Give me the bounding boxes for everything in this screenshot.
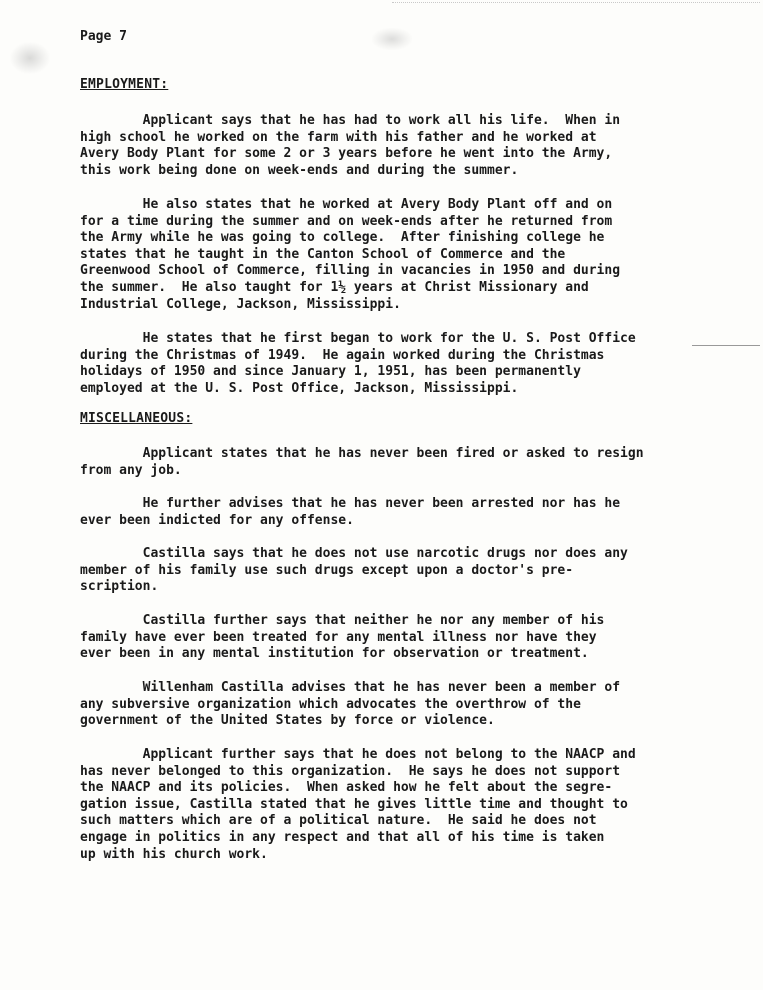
miscellaneous-paragraph-4: Castilla further says that neither he nor any member of his family have ever been treated for any mental illness nor have they ever been in any mental institution for observation or treatment.: [80, 613, 605, 662]
miscellaneous-heading: MISCELLANEOUS:: [80, 411, 193, 426]
employment-paragraph-2: He also states that he worked at Avery Body Plant off and on for a time during the summer and on week-ends after he returned from the Army while he was going to college. After finishing college he states that he taught in the Canton School of Commerce and the Greenwood School of Commerce, filling in vacancies in 1950 and during the summer. He also taught for 1½ years at Christ Missionary and Industrial College, Jackson, Mississippi.: [80, 197, 621, 312]
employment-heading: EMPLOYMENT:: [80, 77, 169, 92]
miscellaneous-paragraph-2: He further advises that he has never been arrested nor has he ever been indicted for any offense.: [80, 496, 621, 528]
margin-smudge: [10, 42, 50, 74]
miscellaneous-paragraph-1: Applicant states that he has never been fired or asked to resign from any job.: [80, 446, 644, 478]
employment-paragraph-1: Applicant says that he has had to work all his life. When in high school he worked on the farm with his father and he worked at Avery Body Plant for some 2 or 3 years before he went into the Army, this work being done on week-ends and during the summer.: [80, 113, 621, 178]
miscellaneous-paragraph-5: Willenham Castilla advises that he has never been a member of any subversive organization which advocates the overthrow of the government of the United States by force or violence.: [80, 680, 621, 729]
stray-rule-line: [692, 345, 760, 346]
miscellaneous-paragraph-3: Castilla says that he does not use narcotic drugs nor does any member of his family use such drugs except upon a doctor's pre- scription.: [80, 546, 628, 595]
miscellaneous-paragraph-6: Applicant further says that he does not belong to the NAACP and has never belonged to this organization. He says he does not support the NAACP and its policies. When asked how he felt about the segre- gation issue, Castilla stated that he gives little time and thought to such matters which are of a political nature. He said he does not engage in politics in any respect and that all of his time is taken up with his church work.: [80, 747, 636, 862]
employment-paragraph-3: He states that he first began to work for the U. S. Post Office during the Christmas of 1949. He again worked during the Christmas holidays of 1950 and since January 1, 1951, has been permanently employed at the U. S. Post Office, Jackson, Mississippi.: [80, 331, 636, 396]
top-smudge: [372, 28, 412, 50]
page-number: Page 7: [80, 29, 127, 44]
top-edge-dotted-line: [392, 2, 760, 5]
